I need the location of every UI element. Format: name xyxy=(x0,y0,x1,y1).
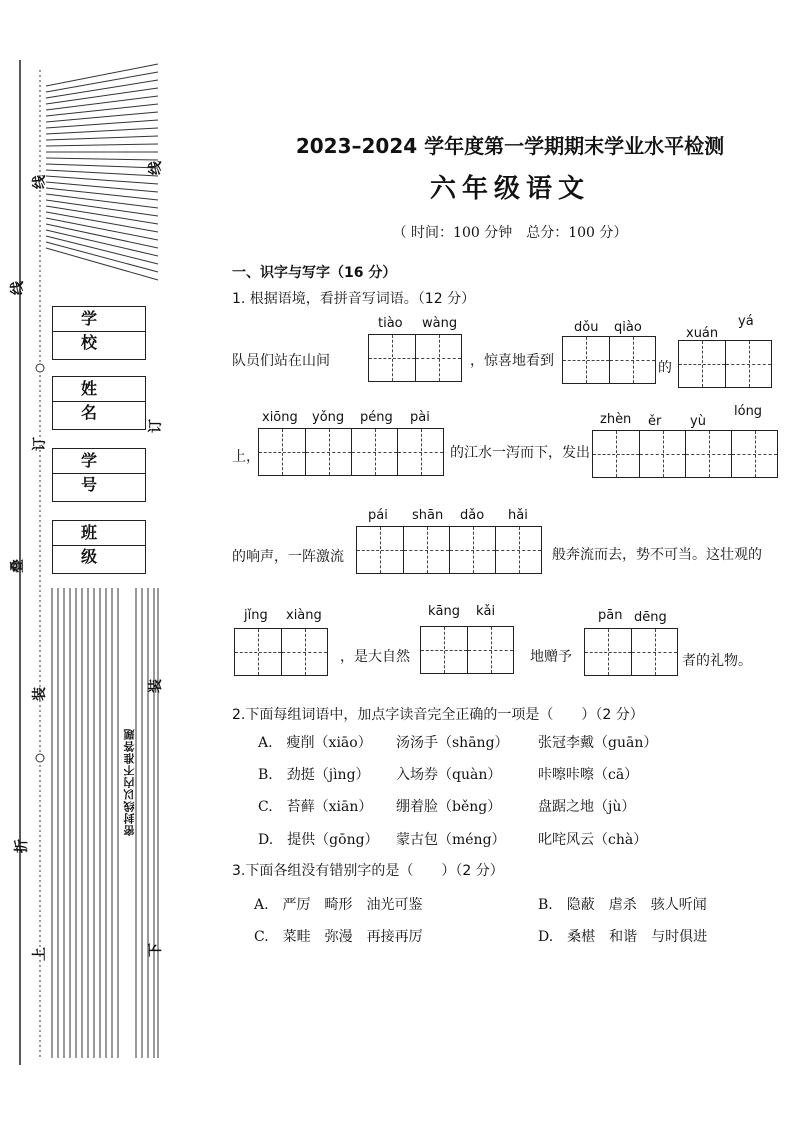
answer-cell[interactable] xyxy=(403,527,449,573)
answer-grid-paishandaohai[interactable] xyxy=(356,526,542,574)
q2-prompt: 2.下面每组词语中，加点字读音完全正确的一项是（ ）（2 分） xyxy=(232,707,644,723)
q3-option-b[interactable]: B. 隐蔽 虐杀 骇人听闻 xyxy=(538,897,707,913)
answer-cell[interactable] xyxy=(305,429,351,475)
q1-text: 地赠予 xyxy=(530,649,572,665)
pinyin: kǎi xyxy=(476,604,496,619)
name-label: 姓 名 xyxy=(53,377,145,402)
student-number-field[interactable] xyxy=(52,448,146,502)
pinyin: xiàng xyxy=(286,608,322,623)
answer-cell[interactable] xyxy=(631,629,677,675)
seal-line-warning: 密封线以内不准答题 xyxy=(123,728,136,836)
pinyin: jǐng xyxy=(244,608,268,623)
answer-cell[interactable] xyxy=(679,341,725,387)
pinyin: pài xyxy=(410,410,430,425)
answer-grid-kangkai[interactable] xyxy=(420,626,514,674)
q2-b-word-1: B. 劲挺（jìng） xyxy=(258,767,370,783)
answer-grid-jingxiang[interactable] xyxy=(234,628,328,676)
answer-cell[interactable] xyxy=(259,429,305,475)
answer-cell[interactable] xyxy=(495,527,541,573)
q1-text: 队员们站在山间 xyxy=(232,353,330,369)
answer-cell[interactable] xyxy=(235,629,281,675)
answer-cell[interactable] xyxy=(725,341,771,387)
answer-cell[interactable] xyxy=(467,627,513,673)
q2-a-word-3: 张冠李戴（guān） xyxy=(538,735,658,751)
q2-b-word-2: 入场券（quàn） xyxy=(396,767,502,783)
mark-shang-inner: 上 xyxy=(32,947,48,961)
pinyin: yǒng xyxy=(312,410,345,425)
answer-grid-xuanya[interactable] xyxy=(678,340,772,388)
pinyin: péng xyxy=(360,410,393,425)
mark-xian-left: 线 xyxy=(10,281,26,295)
pinyin: pān xyxy=(598,608,623,623)
answer-cell[interactable] xyxy=(357,527,403,573)
class-label: 班 级 xyxy=(53,521,145,546)
q1-text: ，惊喜地看到 xyxy=(470,353,554,369)
answer-grid-tiaowang[interactable] xyxy=(368,334,462,382)
answer-cell[interactable] xyxy=(281,629,327,675)
student-number-label: 学 号 xyxy=(53,449,145,474)
q2-d-word-1: D. 提供（gōng） xyxy=(258,832,379,848)
answer-cell[interactable] xyxy=(731,431,777,477)
answer-cell[interactable] xyxy=(685,431,731,477)
q2-b-word-3: 咔嚓咔嚓（cā） xyxy=(538,767,639,783)
q3-option-a[interactable]: A. 严厉 畸形 油光可鉴 xyxy=(254,897,423,913)
pinyin: wàng xyxy=(422,316,458,331)
mark-xia-right: 下 xyxy=(148,943,164,957)
q3-prompt: 3.下面各组没有错别字的是（ ）（2 分） xyxy=(232,863,504,879)
mark-zhuang-inner: 装 xyxy=(32,687,48,701)
answer-cell[interactable] xyxy=(397,429,443,475)
section-1-heading: 一、识字与写字（16 分） xyxy=(232,265,397,281)
answer-grid-pandeng[interactable] xyxy=(584,628,678,676)
mark-zhe-left: 折 xyxy=(14,839,30,853)
q2-c-word-2: 绷着脸（běng） xyxy=(396,799,502,815)
q1-text: 上， xyxy=(232,449,260,465)
pinyin: lóng xyxy=(734,404,763,419)
binding-strip xyxy=(0,0,200,1123)
q1-text: 的江水一泻而下，发出 xyxy=(450,445,590,461)
mark-xian-right: 线 xyxy=(148,161,164,175)
mark-ding-inner: 订 xyxy=(32,437,48,451)
mark-xian-inner: 线 xyxy=(32,175,48,189)
pinyin: ěr xyxy=(648,414,662,429)
answer-grid-xiongyongpengpai[interactable] xyxy=(258,428,444,476)
q2-a-word-1: A. 瘦削（xiāo） xyxy=(258,735,372,751)
answer-cell[interactable] xyxy=(639,431,685,477)
mark-die-left: 叠 xyxy=(10,559,26,573)
answer-cell[interactable] xyxy=(421,627,467,673)
mark-ding-right: 订 xyxy=(148,419,164,433)
q1-text: 般奔流而去，势不可当。这壮观的 xyxy=(552,547,762,563)
pinyin: shān xyxy=(412,508,444,523)
pinyin: pái xyxy=(368,508,388,523)
answer-grid-zhenyuyulong[interactable] xyxy=(592,430,778,478)
pinyin: dēng xyxy=(634,610,667,625)
q1-text: ，是大自然 xyxy=(340,649,410,665)
class-field[interactable] xyxy=(52,520,146,574)
q1-text: 的 xyxy=(658,360,672,376)
q2-d-word-3: 叱咤风云（chà） xyxy=(538,832,648,848)
answer-cell[interactable] xyxy=(449,527,495,573)
q1-text: 的响声，一阵激流 xyxy=(232,549,344,565)
q2-c-word-3: 盘踞之地（jù） xyxy=(538,799,636,815)
q1-text: 者的礼物。 xyxy=(682,653,752,669)
pinyin: dǎo xyxy=(460,508,485,523)
q1-prompt: 1. 根据语境，看拼音写词语。（12 分） xyxy=(232,291,476,307)
answer-cell[interactable] xyxy=(351,429,397,475)
pinyin: tiào xyxy=(378,316,403,331)
time-info: （ 时间：100 分钟 总分：100 分） xyxy=(392,225,628,241)
answer-cell[interactable] xyxy=(609,337,655,383)
q2-d-word-2: 蒙古包（méng） xyxy=(396,832,506,848)
q2-c-word-1: C. 苔藓（xiān） xyxy=(258,799,373,815)
q3-option-d[interactable]: D. 桑椹 和谐 与时俱进 xyxy=(538,929,708,945)
answer-cell[interactable] xyxy=(593,431,639,477)
pinyin: qiào xyxy=(614,320,642,335)
answer-cell[interactable] xyxy=(563,337,609,383)
school-field[interactable] xyxy=(52,306,146,360)
q3-option-c[interactable]: C. 菜畦 弥漫 再接再厉 xyxy=(254,929,423,945)
pinyin: hǎi xyxy=(508,508,528,523)
answer-cell[interactable] xyxy=(415,335,461,381)
pinyin: yù xyxy=(690,414,706,429)
pinyin: dǒu xyxy=(574,320,599,335)
pinyin: zhèn xyxy=(600,412,632,427)
exam-subtitle: 六年级语文 xyxy=(429,174,590,204)
answer-grid-douqiao[interactable] xyxy=(562,336,656,384)
school-label: 学 校 xyxy=(53,307,145,332)
q2-a-word-2: 汤汤手（shāng） xyxy=(396,735,509,751)
pinyin: xuán xyxy=(686,326,719,341)
answer-cell[interactable] xyxy=(369,335,415,381)
pinyin: yá xyxy=(738,314,754,329)
mark-zhuang-right: 装 xyxy=(148,679,164,693)
pinyin: xiōng xyxy=(262,410,298,425)
answer-cell[interactable] xyxy=(585,629,631,675)
name-field[interactable] xyxy=(52,376,146,430)
exam-title: 2023–2024 学年度第一学期期末学业水平检测 xyxy=(295,134,725,158)
pinyin: kāng xyxy=(428,604,460,619)
